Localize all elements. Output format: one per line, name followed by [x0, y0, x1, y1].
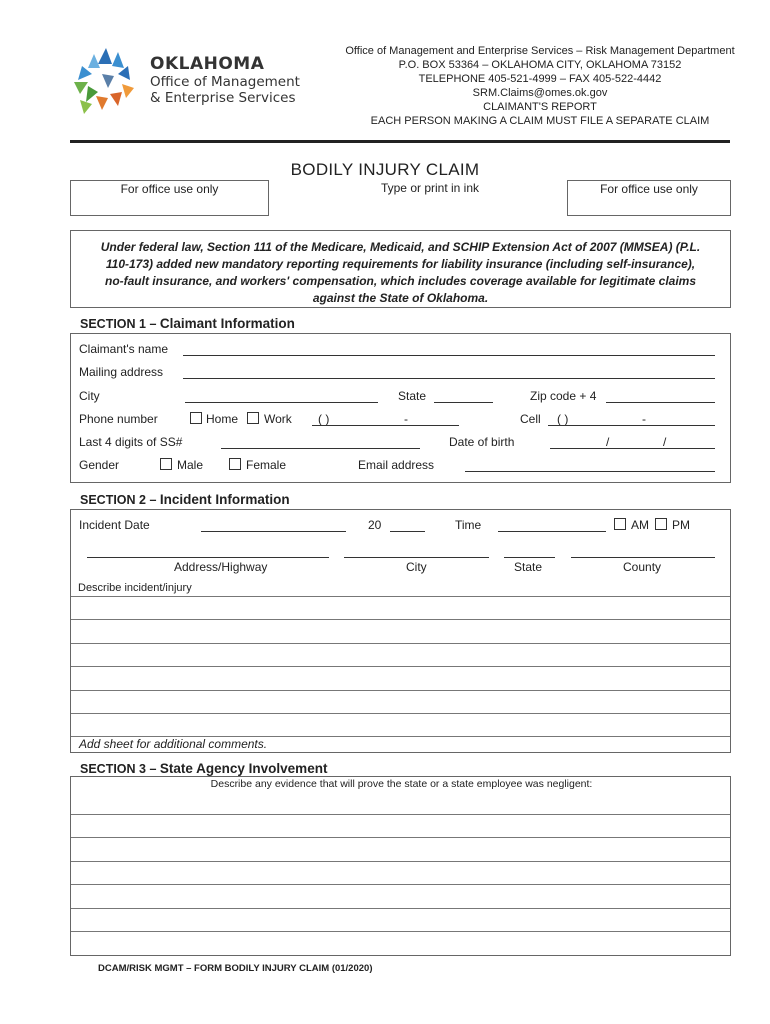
describe-line[interactable]	[71, 690, 730, 691]
ssn-label: Last 4 digits of SS#	[79, 435, 183, 449]
evidence-line[interactable]	[71, 908, 730, 909]
describe-line[interactable]	[71, 666, 730, 667]
mailing-address-label: Mailing address	[79, 365, 164, 379]
section2-title: Incident Information	[159, 492, 290, 507]
section3-box	[70, 776, 731, 956]
home-checkbox[interactable]	[190, 412, 202, 424]
work-checkbox[interactable]	[247, 412, 259, 424]
address-field[interactable]	[87, 557, 329, 558]
office-use-right-box	[567, 180, 731, 216]
star-logo-icon	[68, 44, 144, 116]
dob-field[interactable]	[550, 448, 715, 449]
time-label: Time	[455, 518, 482, 532]
evidence-line[interactable]	[71, 861, 730, 862]
dob-separator: /	[663, 435, 667, 449]
home-label: Home	[206, 412, 239, 426]
section1-prefix: SECTION 1 –	[80, 317, 160, 331]
ssn-field[interactable]	[221, 448, 420, 449]
section2-rule	[71, 596, 730, 597]
email-label: Email address	[358, 458, 435, 472]
pm-checkbox[interactable]	[655, 518, 667, 530]
incident-state-label: State	[514, 560, 543, 574]
department-header	[320, 44, 760, 128]
describe-line[interactable]	[71, 619, 730, 620]
section1-title: Claimant Information	[159, 316, 295, 331]
cell-dash: -	[642, 412, 646, 426]
female-label: Female	[246, 458, 287, 472]
dob-separator: /	[606, 435, 610, 449]
evidence-line[interactable]	[71, 931, 730, 932]
zip-field[interactable]	[606, 402, 715, 403]
phone-number-label: Phone number	[79, 412, 158, 426]
incident-time-field[interactable]	[498, 531, 606, 532]
header-line: Office of Management and Enterprise Services – Risk Management Department	[345, 45, 735, 57]
state-field[interactable]	[434, 402, 493, 403]
section2-box	[70, 509, 731, 753]
header-line: CLAIMANT'S REPORT	[483, 101, 597, 113]
describe-line[interactable]	[71, 643, 730, 644]
claimant-name-label: Claimant's name	[79, 342, 168, 356]
section3-title: State Agency Involvement	[159, 761, 328, 776]
am-checkbox[interactable]	[614, 518, 626, 530]
evidence-line[interactable]	[71, 837, 730, 838]
phone-field[interactable]	[312, 425, 459, 426]
work-label: Work	[264, 412, 292, 426]
incident-year-field[interactable]	[390, 531, 425, 532]
pm-label: PM	[672, 518, 690, 532]
male-label: Male	[177, 458, 204, 472]
logo-wordmark-services: & Enterprise Services	[150, 90, 296, 106]
cell-label: Cell	[520, 412, 541, 426]
am-label: AM	[631, 518, 649, 532]
claimant-name-field[interactable]	[183, 355, 715, 356]
year-prefix: 20	[368, 518, 382, 532]
incident-state-field[interactable]	[504, 557, 555, 558]
header-line: TELEPHONE 405-521-4999 – FAX 405-522-4442	[418, 73, 662, 85]
office-use-left-label: For office use only	[120, 182, 219, 196]
office-use-left-box	[70, 180, 269, 216]
female-checkbox[interactable]	[229, 458, 241, 470]
incident-city-label: City	[406, 560, 427, 574]
header-line: P.O. BOX 53364 – OKLAHOMA CITY, OKLAHOMA 73152	[398, 59, 682, 71]
incident-date-label: Incident Date	[79, 518, 150, 532]
header-divider	[70, 140, 730, 143]
evidence-line[interactable]	[71, 814, 730, 815]
address-highway-label: Address/Highway	[174, 560, 268, 574]
section1-heading	[80, 316, 295, 331]
phone-dash: -	[404, 412, 408, 426]
form-footer: DCAM/RISK MGMT – FORM BODILY INJURY CLAIM (01/2020)	[98, 963, 373, 974]
incident-date-field[interactable]	[201, 531, 346, 532]
type-print-instruction: Type or print in ink	[380, 181, 480, 195]
header-line: SRM.Claims@omes.ok.gov	[472, 87, 608, 99]
gender-label: Gender	[79, 458, 120, 472]
evidence-line[interactable]	[71, 884, 730, 885]
cell-field[interactable]	[548, 425, 715, 426]
state-label: State	[398, 389, 427, 403]
logo-wordmark-state: OKLAHOMA	[150, 54, 265, 74]
male-checkbox[interactable]	[160, 458, 172, 470]
county-field[interactable]	[571, 557, 715, 558]
describe-line[interactable]	[71, 713, 730, 714]
city-label: City	[79, 389, 100, 403]
form-title: BODILY INJURY CLAIM	[290, 160, 480, 179]
oklahoma-omes-logo	[68, 44, 308, 116]
header-line: EACH PERSON MAKING A CLAIM MUST FILE A SEPARATE CLAIM	[370, 115, 710, 127]
section3-prefix: SECTION 3 –	[80, 762, 160, 776]
email-field[interactable]	[465, 471, 715, 472]
incident-city-field[interactable]	[344, 557, 489, 558]
office-use-right-label: For office use only	[600, 182, 698, 196]
additional-comments-note: Add sheet for additional comments.	[79, 737, 268, 751]
county-label: County	[623, 560, 662, 574]
mmsea-notice: Under federal law, Section 111 of the Medicare, Medicaid, and SCHIP Extension Act of 2007 (MMSEA) (P.L. 110-173) added new mandatory reporting requirements for liability insurance (including self-insurance), no-fault insurance, and workers' compensation, which includes coverage available for legitimate claims against the State of Oklahoma.	[70, 230, 731, 308]
dob-label: Date of birth	[449, 435, 515, 449]
section3-heading	[80, 761, 327, 776]
cell-area-code-parens: ( )	[557, 412, 569, 426]
section2-prefix: SECTION 2 –	[80, 493, 160, 507]
evidence-instruction: Describe any evidence that will prove the state or a state employee was negligent:	[210, 778, 593, 790]
zip-label: Zip code + 4	[530, 389, 597, 403]
mailing-address-field[interactable]	[183, 378, 715, 379]
logo-wordmark-office: Office of Management	[150, 74, 300, 90]
section2-heading	[80, 492, 290, 507]
describe-incident-label: Describe incident/injury	[78, 582, 192, 594]
phone-area-code-parens: ( )	[318, 412, 330, 426]
city-field[interactable]	[185, 402, 378, 403]
